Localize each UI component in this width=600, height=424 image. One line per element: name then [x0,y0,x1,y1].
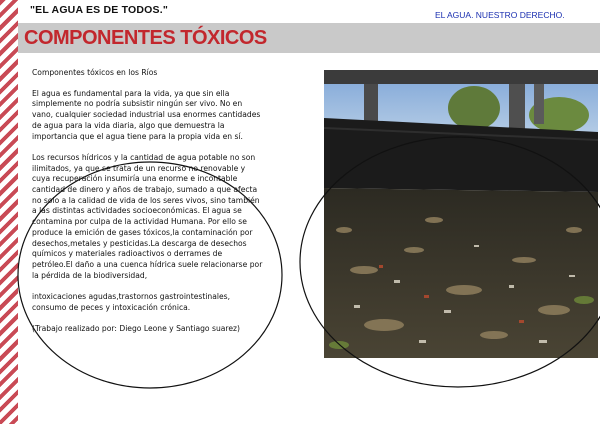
page-title: COMPONENTES TÓXICOS [24,27,267,49]
article-paragraph-3: intoxicaciones agudas,trastornos gastrointestinales, consumo de peces y intoxicación crónica. [32,292,231,312]
header-right-text: EL AGUA. NUESTRO DERECHO. [435,10,565,20]
left-hand-drawn-ellipse [18,162,282,388]
article-paragraph-2: Los recursos hídricos y la cantidad de agua potable no son ilimitados, ya que se trata de un recurso no renovable y cuya recuperación insumiría una enorme e incontable cantidad de dinero y años de trabajo, sumado a que afecta no solo a la calidad de vida de los seres vivos, sino también a las distintas actividades socioeconómicas. El agua se contamina por culpa de la actividad Humana. Por ello se produce la emición de gases tóxicos,la contaminación por desechos,metales y pesticidas.La descarga de desechos químicos y materiales radioactivos o derrames de petróleo.El daño a una cuenca hídrica suele relacionarse por la pérdida de la biodiversidad, [32,152,263,280]
right-hand-drawn-ellipse [300,137,600,387]
article-subheading: Componentes tóxicos en los Ríos [32,68,158,77]
header-quote: "EL AGUA ES DE TODOS." [30,4,169,16]
article-paragraph-1: El agua es fundamental para la vida, ya que sin ella simplemente no podría subsistir ningún ser vivo. No en vano, cualquier sociedad industrial usa enormes cantidades de agua para la vida diaria, algo que demuestra la importancia que el agua tiene para la propia vida en sí. [32,88,261,141]
article-credits: (Trabajo realizado por: Diego Leone y Santiago suarez) [32,324,240,334]
